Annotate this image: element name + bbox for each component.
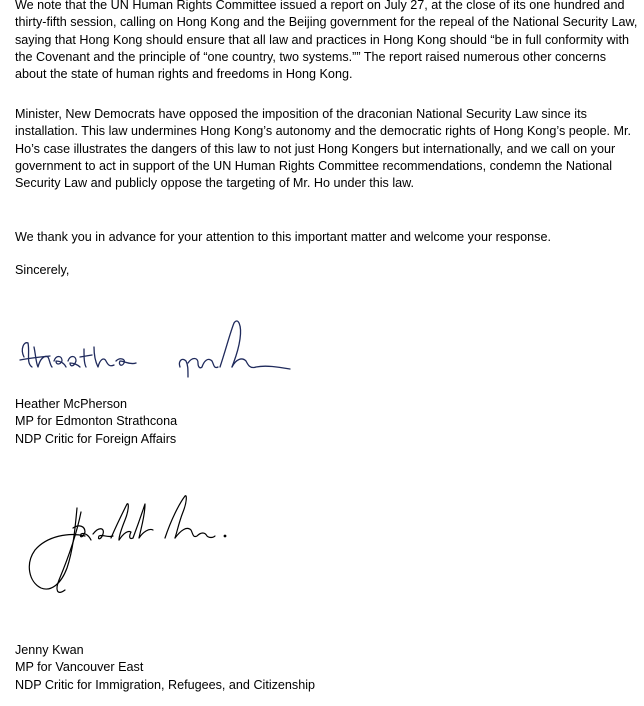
signatory-riding: MP for Edmonton Strathcona xyxy=(15,414,178,429)
paragraph-thanks: We thank you in advance for your attention to this important matter and welcome your response. xyxy=(15,230,551,244)
signatory-name: Heather McPherson xyxy=(15,397,127,411)
paragraph-un-report: We note that the UN Human Rights Committee issued a report on July 27, at the close of its one hundred and thirty-fifth session, calling on Hong Kong and the Beijing government for the repeal of the National Security Law, saying that Hong Kong should ensure that all law and practices in Hong Kong should “be in full conformity with the Covenant and the principle of “one country, two systems.”” The report raised numerous other concerns about the state of human rights and freedoms in Hong Kong. xyxy=(15,0,638,82)
signatory-role: NDP Critic for Foreign Affairs xyxy=(15,431,177,446)
signatory-block xyxy=(15,396,177,448)
signatory-role: NDP Critic for Immigration, Refugees, and Citizenship xyxy=(15,677,316,692)
closing-salutation: Sincerely, xyxy=(15,263,70,277)
signatory-riding: MP for Vancouver East xyxy=(15,660,144,675)
paragraph-opposition: Minister, New Democrats have opposed the imposition of the draconian National Security Law since its installation. This law undermines Hong Kong’s autonomy and the democratic rights of Hong Kong’s people. Mr. Ho’s case illustrates the dangers of this law to not just Hong Kongers but internationally, and we call on your government to act in support of the UN Human Rights Committee recommendations, condemn the National Security Law and publicly oppose the targeting of Mr. Ho under this law. xyxy=(15,107,632,191)
handwritten-signature-icon xyxy=(10,305,310,385)
handwritten-signature-icon xyxy=(15,480,245,600)
signatory-block xyxy=(15,642,315,694)
signatory-name: Jenny Kwan xyxy=(15,643,84,657)
